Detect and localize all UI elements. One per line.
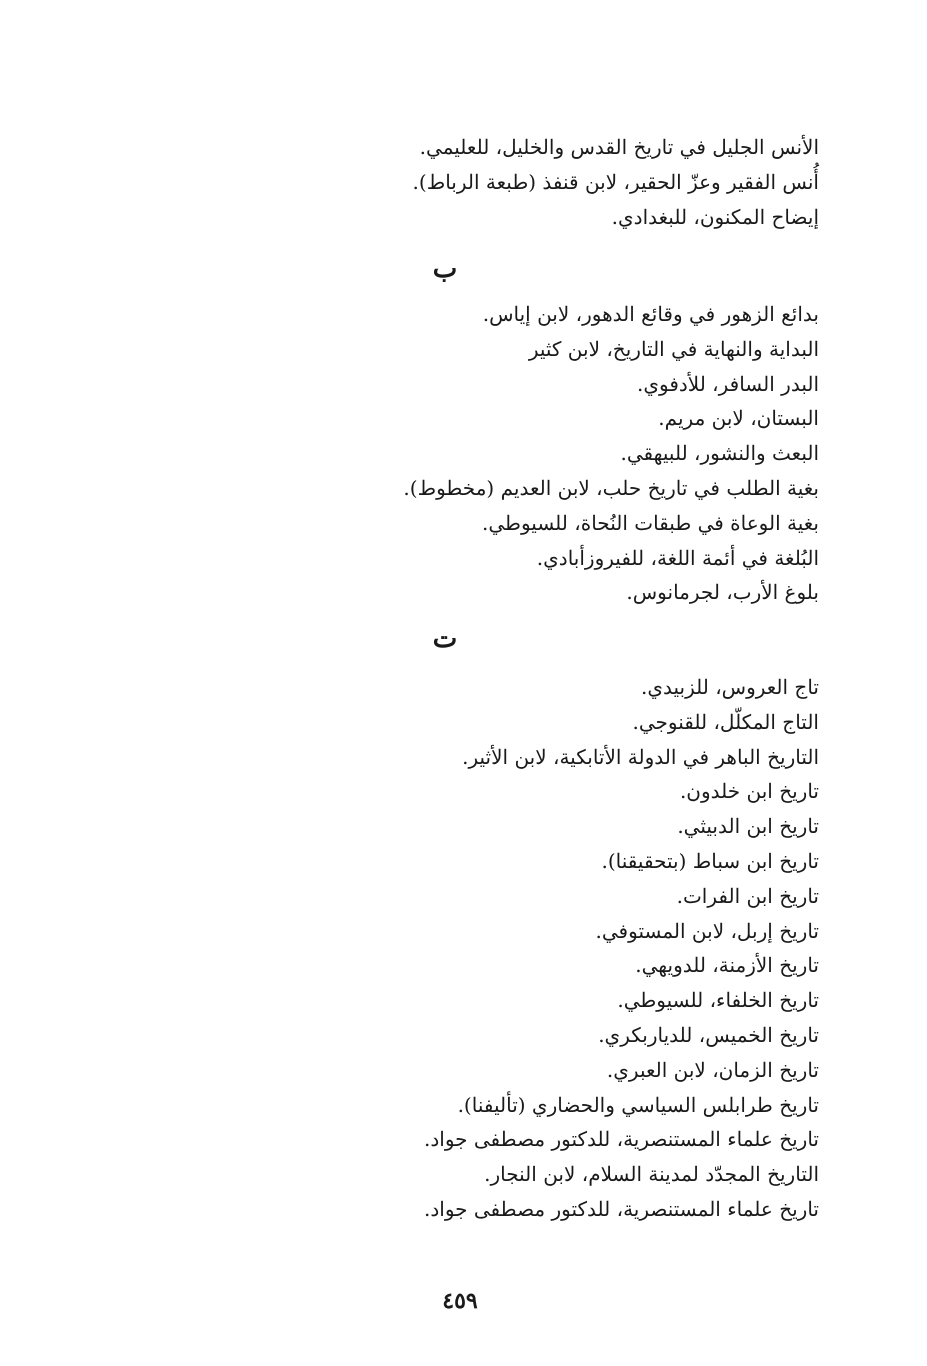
bibliography-entry: تاريخ ابن الدبيثي. bbox=[677, 814, 819, 839]
bibliography-entry: البُلغة في أئمة اللغة، للفيروزأبادي. bbox=[536, 545, 819, 570]
section-letter-ta: ت bbox=[432, 624, 458, 654]
entries-ba bbox=[359, 297, 819, 610]
bibliography-entry: تاريخ الخلفاء، للسيوطي. bbox=[617, 988, 819, 1013]
bibliography-entry: تاريخ الأزمنة، للدويهي. bbox=[635, 953, 819, 978]
bibliography-entry: تاريخ ابن الفرات. bbox=[676, 883, 819, 908]
bibliography-entry: تاريخ علماء المستنصرية، للدكتور مصطفى جواد. bbox=[424, 1196, 819, 1221]
bibliography-entry: التاريخ المجدّد لمدينة السلام، لابن النجار. bbox=[484, 1162, 819, 1187]
bibliography-entry: بغية الطلب في تاريخ حلب، لابن العديم (مخطوط). bbox=[403, 475, 819, 500]
bibliography-entry: تاج العروس، للزبيدي. bbox=[640, 675, 819, 699]
bibliography-entry: أُنس الفقير وعزّ الحقير، لابن قنفذ (طبعة الرباط). bbox=[412, 169, 819, 194]
bibliography-entry: إيضاح المكنون، للبغدادي. bbox=[611, 204, 819, 229]
bibliography-entry: بدائع الزهور في وقائع الدهور، لابن إياس. bbox=[482, 302, 819, 326]
bibliography-entry: البداية والنهاية في التاريخ، لابن كثير bbox=[528, 336, 819, 361]
bibliography-entry: تاريخ علماء المستنصرية، للدكتور مصطفى جواد. bbox=[424, 1127, 819, 1152]
bibliography-entry: تاريخ ابن خلدون. bbox=[679, 779, 819, 804]
bibliography-entry: بغية الوعاة في طبقات النُحاة، للسيوطي. bbox=[482, 510, 819, 535]
bibliography-entry: بلوغ الأرب، لجرمانوس. bbox=[626, 580, 819, 605]
bibliography-entry: الأنس الجليل في تاريخ القدس والخليل، للعليمي. bbox=[419, 135, 819, 159]
section-letter-ba: ب bbox=[432, 254, 458, 284]
entries-alif bbox=[359, 130, 819, 234]
bibliography-entry: البعث والنشور، للبيهقي. bbox=[620, 441, 819, 466]
bibliography-entry: تاريخ ابن سباط (بتحقيقنا). bbox=[601, 848, 819, 873]
bibliography-entry: البدر السافر، للأدفوي. bbox=[636, 371, 819, 396]
entries-ta bbox=[359, 670, 819, 1227]
bibliography-entry: تاريخ الخميس، للدياربكري. bbox=[598, 1022, 819, 1047]
bibliography-entry: تاريخ طرابلس السياسي والحضاري (تأليفنا). bbox=[457, 1092, 819, 1117]
bibliography-entry: التاج المكلّل، للقنوجي. bbox=[632, 709, 819, 734]
bibliography-entry: تاريخ الزمان، لابن العبري. bbox=[606, 1057, 819, 1082]
bibliography-entry: التاريخ الباهر في الدولة الأتابكية، لابن الأثير. bbox=[462, 744, 819, 769]
page-number: ٤٥٩ bbox=[442, 1288, 478, 1314]
bibliography-entry: البستان، لابن مريم. bbox=[658, 406, 819, 431]
bibliography-entry: تاريخ إربل، لابن المستوفي. bbox=[595, 918, 819, 943]
